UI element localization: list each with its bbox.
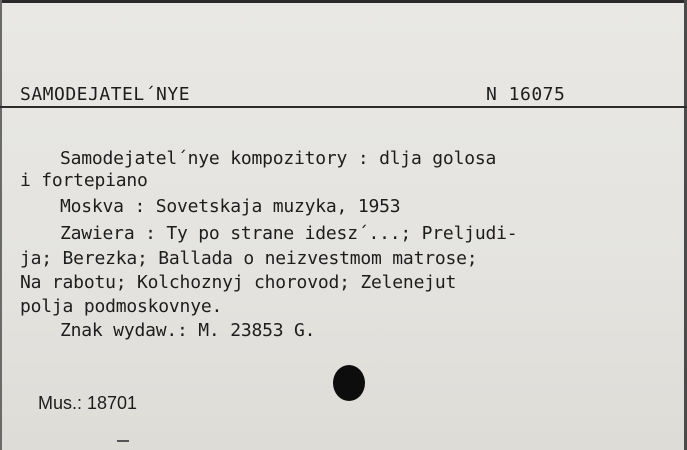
card-left-edge: [0, 0, 2, 450]
ink-blot-mark: [333, 365, 365, 401]
body-line: Moskva : Sovetskaja muzyka, 1953: [60, 196, 401, 217]
body-line: Samodejatel´nye kompozitory : dlja golosa: [60, 148, 497, 169]
bottom-tick-mark: [117, 440, 129, 442]
body-line: Na rabotu; Kolchoznyj chorovod; Zelenejut: [20, 272, 457, 293]
heading-title: SAMODEJATEL´NYE: [20, 84, 191, 105]
body-line: Znak wydaw.: M. 23853 G.: [60, 320, 316, 341]
body-line: i fortepiano: [20, 170, 148, 191]
body-line: Zawiera : Ty po strane idesz´...; Preljudi-: [60, 223, 518, 244]
heading-rule: [0, 106, 687, 108]
body-line: ja; Berezka; Ballada o neizvestmom matrose;: [20, 248, 478, 269]
card-top-edge: [0, 0, 687, 3]
body-line: polja podmoskovnye.: [20, 296, 223, 317]
heading-number: N 16075: [486, 84, 566, 105]
shelfmark: Mus.: 18701: [38, 393, 138, 413]
